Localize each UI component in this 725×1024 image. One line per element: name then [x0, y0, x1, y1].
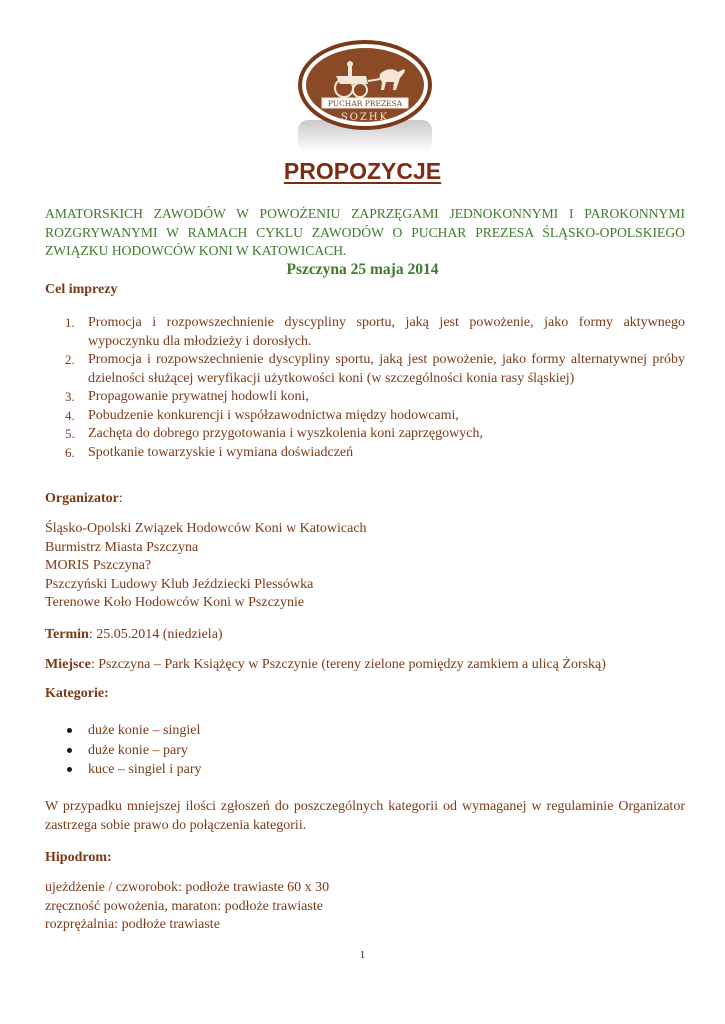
bullet-icon [67, 748, 72, 753]
miejsce-label: Miejsce [45, 657, 91, 672]
organizator-heading [45, 490, 123, 509]
miejsce-row [45, 656, 606, 675]
goal-number: 6. [65, 444, 75, 460]
goal-text: Pobudzenie konkurencji i współzawodnictwa między hodowcami, [88, 407, 459, 423]
organizator-line: MORIS Pszczyna? [45, 558, 152, 573]
miejsce-value: : Pszczyna – Park Książęcy w Pszczynie (tereny zielone pomiędzy zamkiem a ulicą Żorską) [90, 657, 606, 672]
goal-number: 1. [65, 315, 75, 330]
hipodrom-list [45, 879, 329, 935]
goal-item [45, 388, 685, 407]
event-date-line: Pszczyna 25 maja 2014 [286, 261, 439, 278]
kategoria-item [45, 741, 202, 761]
goals-list [45, 314, 685, 462]
goal-item [45, 407, 685, 426]
goal-number: 3. [65, 389, 75, 404]
termin-label: Termin [45, 627, 89, 642]
goal-text: Promocja i rozpowszechnienie dyscypliny sportu, jaką jest powożenie, jako formy aktywnego wypoczynku dla młodzieży i dorosłych. [88, 315, 685, 349]
termin-value: : 25.05.2014 (niedziela) [88, 627, 223, 642]
kategoria-text: duże konie – pary [88, 742, 188, 758]
logo-line1: PUCHAR PREZESA [327, 99, 403, 108]
subtitle: AMATORSKICH ZAWODÓW W POWOŻENIU ZAPRZĘGAMI JEDNOKONNYMI I PAROKONNYMI ROZGRYWANYMI W RAMACH CYKLU ZAWODÓW O PUCHAR PREZESA ŚLĄSKO-OPOLSKIEGO ZWIĄZKU HODOWCÓW KONI W KATOWICACH. [45, 206, 685, 258]
organizator-line: Burmistrz Miasta Pszczyna [45, 539, 199, 555]
goal-text: Propagowanie prywatnej hodowli koni, [88, 389, 309, 404]
goal-number: 2. [65, 352, 75, 367]
bullet-icon [67, 767, 72, 772]
goal-item [45, 444, 685, 463]
page-title: PROPOZYCJE [283, 158, 442, 184]
hipodrom-heading: Hipodrom: [45, 850, 112, 865]
hipodrom-line: ujeżdżenie / czworobok: podłoże trawiaste 60 x 30 [45, 880, 330, 895]
goal-item [45, 425, 685, 444]
page-number: 1 [359, 949, 366, 961]
hipodrom-line: zręczność powożenia, maraton: podłoże trawiaste [45, 898, 323, 914]
kategorie-note: W przypadku mniejszej ilości zgłoszeń do poszczególnych kategorii od wymaganej w regulaminie Organizator zastrzega sobie prawo do połączenia kategorii. [45, 799, 685, 833]
goal-text: Promocja i rozpowszechnienie dyscypliny sportu, jaką jest powożenie, jako formy alternatywnej próby dzielności służącej weryfikacji użytkowości koni (w szczególności konia rasy śląskiej) [88, 352, 685, 386]
goal-text: Zachęta do dobrego przygotowania i wyszkolenia koni zaprzęgowych, [88, 426, 483, 441]
logo-line2: SOZHK [340, 112, 390, 123]
kategoria-item [45, 721, 202, 741]
organizator-list [45, 520, 367, 613]
goal-item [45, 314, 685, 351]
goal-number: 4. [65, 407, 75, 423]
organizator-line: Pszczyński Ludowy Klub Jeździecki Plessówka [45, 576, 314, 592]
bullet-icon [67, 728, 72, 733]
organizator-label: Organizator [45, 491, 119, 506]
goal-text: Spotkanie towarzyskie i wymiana doświadczeń [88, 444, 354, 460]
kategoria-text: kuce – singiel i pary [88, 762, 202, 777]
goal-item [45, 351, 685, 388]
organizator-colon: : [118, 491, 123, 506]
kategorie-heading: Kategorie: [45, 686, 109, 701]
termin-row [45, 626, 223, 645]
kategoria-item [45, 760, 202, 780]
organizator-line: Terenowe Koło Hodowców Koni w Pszczynie [45, 595, 305, 610]
kategorie-list [45, 721, 202, 780]
goal-number: 5. [65, 426, 75, 441]
cel-heading: Cel imprezy [45, 282, 118, 297]
organizator-line: Śląsko-Opolski Związek Hodowców Koni w Katowicach [45, 521, 367, 536]
kategoria-text: duże konie – singiel [88, 723, 201, 738]
hipodrom-line: rozprężalnia: podłoże trawiaste [45, 917, 220, 932]
puchar-prezesa-logo [296, 38, 434, 154]
